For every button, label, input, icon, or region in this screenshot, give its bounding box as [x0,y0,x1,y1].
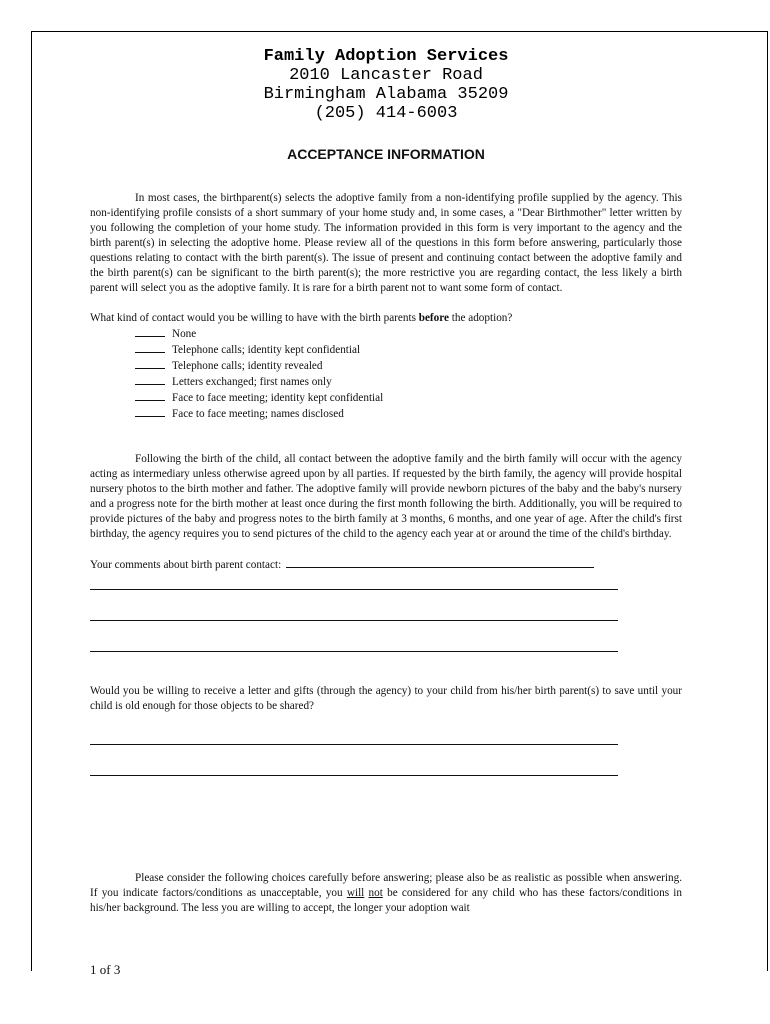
contact-option[interactable] [90,342,682,358]
comments-prompt [90,557,682,573]
address-line-1: 2010 Lancaster Road [289,66,483,85]
answer-blank[interactable] [135,326,165,337]
contact-option[interactable] [90,406,682,422]
phone-number: (205) 414-6003 [314,104,458,123]
letterhead [90,47,682,123]
contact-options [90,326,682,422]
consider-paragraph [90,871,682,916]
contact-option[interactable] [90,374,682,390]
option-label: Telephone calls; identity revealed [172,360,323,372]
document-page [31,31,768,971]
gifts-answer-line[interactable] [90,759,618,776]
answer-blank[interactable] [135,358,165,369]
option-label: Face to face meeting; identity kept confidential [172,392,384,404]
comments-input-line[interactable] [90,573,618,590]
answer-blank[interactable] [135,342,165,353]
address-line-2: Birmingham Alabama 35209 [263,85,509,104]
page-number: 1 of 3 [90,962,121,977]
option-label: Letters exchanged; first names only [172,376,332,388]
contact-question-text: What kind of contact would you be willing to have with the birth parents [90,312,419,324]
contact-question-end: the adoption? [448,312,513,324]
answer-blank[interactable] [135,390,165,401]
page-title: ACCEPTANCE INFORMATION [287,146,485,162]
contact-question-emphasis: before [418,312,449,324]
document-content [90,47,682,916]
contact-question [90,311,682,326]
intro-paragraph: In most cases, the birthparent(s) selects the adoptive family from a non-identifying profile supplied by the agency. This non-identifying profile consists of a short summary of your home study and, in some cases, a "Dear Birthmother" letter written by you following the completion of your home study. The information provided in this form is very important to the agency and the birth parent(s) in selecting the adoptive home. Please review all of the questions in this form before answering, particularly those questions relating to contact with the birth parent(s). The issue of present and continuing contact between the adoptive family and the birth parent(s) can be significant to the birth parent(s); the more restrictive you are regarding contact, the less likely a birth parent will select you as the adoptive family. It is rare for a birth parent not to want some form of contact. [90,192,682,294]
comments-input-line[interactable] [90,635,618,652]
option-label: Face to face meeting; names disclosed [172,408,344,420]
contact-option[interactable] [90,390,682,406]
gifts-answer-line[interactable] [90,728,618,745]
comments-label: Your comments about birth parent contact: [90,559,282,571]
option-label: Telephone calls; identity kept confidential [172,344,361,356]
answer-blank[interactable] [135,406,165,417]
comments-input-line[interactable] [286,557,594,568]
option-label: None [172,328,197,340]
consider-not: not [368,887,383,899]
consider-text-end: be considered for any child who has these factors/conditions in his/her background. The less you are willing to accept, the longer your adoption wait [90,887,683,914]
org-name: Family Adoption Services [263,47,509,66]
consider-text: Please consider the following choices carefully before answering; please also be as realistic as possible when answering. If you indicate factors/conditions as unacceptable, you [90,872,682,899]
contact-option[interactable] [90,358,682,374]
answer-blank[interactable] [135,374,165,385]
comments-input-line[interactable] [90,604,618,621]
contact-option[interactable] [90,326,682,342]
consider-will: will [346,887,365,899]
gifts-question: Would you be willing to receive a letter and gifts (through the agency) to your child from his/her birth parent(s) to save until your child is old enough for those objects to be shared? [90,685,682,712]
post-birth-contact-paragraph: Following the birth of the child, all contact between the adoptive family and the birth family will occur with the agency acting as intermediary unless otherwise agreed upon by all parties. If requested by the birth family, the agency will provide hospital nursery photos to the birth mother and father. The adoptive family will provide newborn pictures of the baby and the baby's nursery and a progress note for the birth mother at least once during the first month following the birth. Additionally, you will be required to provide pictures of the baby and progress notes to the birth family at 3 months, 6 months, and one year of age. After the child's first birthday, the agency requires you to send pictures of the child to the agency each year at or around the time of the child's birthday. [90,453,682,540]
